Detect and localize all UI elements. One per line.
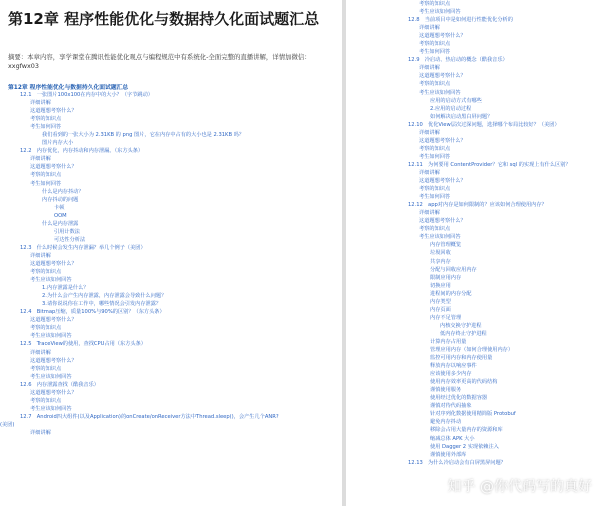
toc-entry[interactable]: 计算内存占用量 [430,338,467,345]
toc-entry[interactable]: 12.3 什么时候会发生内存泄漏？举几个例子（美团） [20,244,146,251]
toc-entry[interactable]: 谨慎对待代码抽象 [430,403,472,410]
toc-entry[interactable]: 考察的知识点 [419,1,451,7]
toc-entry[interactable]: 这道题想考察什么？ [30,108,77,115]
toc-entry[interactable]: 考生应该如何回答 [419,234,461,241]
toc-entry[interactable]: 使用内存效率更高的代码结构 [430,379,498,386]
toc-entry[interactable]: 低内存终止守护进程 [440,330,487,337]
toc-entry[interactable]: 这道题想考察什么？ [419,137,466,144]
toc-entry[interactable]: 考生如何回答 [419,153,451,160]
document-summary: 摘要：本章内容，享学课堂在腾讯性能优化观点与编程规范中有系统化-全面完整的直播讲解，详情加微信：xxgfwx03 [8,53,311,70]
toc-entry[interactable]: 详细讲解 [419,129,440,136]
toc-entry[interactable]: 考生应该如何回答 [30,277,72,284]
right-table-of-contents [346,0,600,467]
toc-entry[interactable]: 如何解决启动黑白屏问题？ [430,113,493,120]
toc-entry[interactable]: 进程间的内存分配 [430,290,472,297]
toc-entry[interactable]: 这道题想考察什么？ [30,260,77,267]
right-page [346,0,600,506]
toc-entry[interactable]: 应该使用多少内存 [430,371,472,378]
toc-entry[interactable]: 12.10 优化View层次过深问题，选择哪个布局比较好？（美团） [408,121,560,128]
toc-entry[interactable]: 详细讲解 [419,65,440,72]
toc-entry[interactable]: 内存不足管理 [430,314,462,321]
toc-entry[interactable]: 考生应该如何回答 [30,373,72,380]
toc-entry[interactable]: 考察的知识点 [419,186,451,193]
toc-entry[interactable]: 考察的知识点 [30,116,62,123]
toc-entry[interactable]: 什么是内存泄露 [42,220,79,227]
toc-entry[interactable]: 卡顿 [54,204,65,211]
toc-entry[interactable]: 这道题想考察什么？ [30,357,77,364]
toc-entry[interactable]: 12.2 内存优化，内存抖动和内存泄漏。（东方头条） [20,148,144,155]
toc-entry[interactable]: 管理应用内存（如何合理使用内存） [430,347,514,354]
toc-entry[interactable]: 详细讲解 [419,210,440,217]
toc-entry[interactable]: 使用 Dagger 2 实现依赖注入 [430,443,499,450]
toc-entry[interactable]: 12.4 Bitmap压缩，质量100%与90%的区别？（东方头条） [20,309,165,316]
toc-entry[interactable]: 详细讲解 [419,25,440,32]
toc-entry[interactable]: 详细讲解 [30,252,51,259]
toc-entry[interactable]: 详细讲解 [30,156,51,163]
toc-entry[interactable]: 内存抖动的问题 [42,196,79,203]
toc-entry[interactable]: 考生应该如何回答 [30,405,72,412]
toc-entry[interactable]: 可达性分析法 [54,236,86,243]
toc-entry[interactable]: 谨慎使用服务 [430,387,462,394]
toc-entry[interactable]: 这道题想考察什么？ [419,178,466,185]
document-title: 第12章 程序性能优化与数据持久化面试题汇总 [8,10,320,28]
toc-entry[interactable]: 切换应用 [430,282,451,289]
toc-entry[interactable]: 考生应该如何回答 [30,333,72,340]
toc-entry[interactable]: 详细讲解 [30,100,51,107]
toc-entry[interactable]: 考察的知识点 [419,226,451,233]
toc-entry[interactable]: 内核交换守护进程 [440,322,482,329]
toc-entry[interactable]: 12.1 一张图片100x100在内存中的大小？（字节跳动） [20,92,153,98]
toc-entry[interactable]: 详细讲解 [30,349,51,356]
toc-entry[interactable]: 内存管理概览 [430,242,462,249]
toc-entry[interactable]: 12.13 为什么冷启动会有白屏黑屏问题？ [408,459,506,466]
left-table-of-contents [0,91,342,437]
toc-entry[interactable]: 使用经过优化的数据容器 [430,395,488,402]
toc-entry[interactable]: 考察的知识点 [30,365,62,372]
toc-entry[interactable]: 谨慎使用外部库 [430,451,467,458]
toc-entry[interactable]: 考生如何回答 [419,194,451,201]
toc-entry[interactable]: 针对序列化数据使用精简版 Protobuf [430,411,516,418]
toc-entry[interactable]: 考生如何回答 [30,124,62,131]
toc-entry[interactable]: 12.8 当前项目中是如何进行性能优化分析的 [408,17,513,24]
toc-entry[interactable]: 这道题想考察什么？ [419,33,466,40]
toc-entry[interactable]: 引用计数法 [54,228,80,235]
toc-entry[interactable]: OOM [54,212,67,219]
toc-entry[interactable]: 12.5 TraceView的使用，查找CPU占用（东方头条） [20,341,146,348]
toc-entry[interactable]: 移除会占用大量内存的资源和库 [430,427,503,434]
toc-entry[interactable]: 12.9 冷启动、热启动的概念（酷我音乐） [408,57,508,64]
toc-entry[interactable]: 内存页面 [430,306,451,313]
toc-entry[interactable]: 3.请你说说你在工作中，哪些情况会引发内存泄露？ [42,301,162,308]
toc-entry[interactable]: 什么是内存抖动？ [42,188,84,195]
toc-entry[interactable]: 12.11 为何要用 ContentProvider？它和 sql 的实现上有什么区别？ [408,161,571,168]
toc-entry[interactable]: 考察的知识点 [419,41,451,48]
toc-entry[interactable]: 考察的知识点 [419,81,451,88]
toc-entry[interactable]: 内存类型 [430,298,451,305]
toc-entry[interactable]: 2.为什么会产生内存泄露，内存泄露会导致什么问题？ [42,293,167,300]
toc-entry[interactable]: 图片内存大小 [42,140,74,147]
toc-entry[interactable]: 12.7 Android四大组件(以及Application)的onCreate/onReceiver方法中Thread.sleep()，会产生几个ANR? [20,413,279,420]
toc-entry[interactable]: 这道题想考察什么？ [30,164,77,171]
toc-entry[interactable]: 这道题想考察什么？ [419,218,466,225]
toc-entry[interactable]: 考生如何回答 [30,180,62,187]
toc-entry[interactable]: 垃圾回收 [430,250,451,257]
watermark: 知乎 @你代码写的真好 [447,479,592,495]
toc-entry[interactable]: 分配与回收应用内存 [430,266,477,273]
toc-entry[interactable]: 考察的知识点 [419,145,451,152]
toc-entry[interactable]: 考察的知识点 [30,325,62,332]
toc-entry[interactable]: 应用的启动方式有哪些 [430,97,482,104]
toc-entry[interactable]: 考察的知识点 [30,269,62,276]
toc-entry[interactable]: 释放内存以响应事件 [430,363,477,370]
toc-entry[interactable]: 考察的知识点 [30,397,62,404]
toc-entry[interactable]: 12.12 app对内存是如何限制的？应该如何合理使用内存？ [408,202,547,209]
toc-entry[interactable]: 1.内存泄露是什么？ [42,285,89,292]
toc-entry[interactable]: 详细讲解 [30,429,51,436]
toc-entry[interactable]: 我们看到的一张大小为 2.31KB 的 png 图片，它在内存中占有的大小也是 2.31KB 吗？ [42,132,245,139]
toc-entry[interactable]: (美团) [0,421,15,428]
toc-entry[interactable]: 这道题想考察什么？ [419,73,466,80]
toc-entry[interactable]: 详细讲解 [419,169,440,176]
toc-entry[interactable]: 12.6 内存泄露查找（酷我音乐） [20,381,99,388]
toc-entry[interactable]: 这道题想考察什么？ [30,389,77,396]
toc-heading[interactable]: 第12章 程序性能优化与数据持久化面试题汇总 [8,85,129,91]
toc-entry[interactable]: 考生如何回答 [419,49,451,56]
toc-entry[interactable]: 这道题想考察什么？ [30,317,77,324]
toc-entry[interactable]: 避免内存抖动 [430,419,462,426]
toc-entry[interactable]: 考生应该如何回答 [419,89,461,96]
toc-entry[interactable]: 限制应用内存 [430,274,462,281]
toc-entry[interactable]: 缩减总体 APK 大小 [430,435,475,442]
toc-entry[interactable]: 考察的知识点 [30,172,62,179]
toc-entry[interactable]: 共享内存 [430,258,451,265]
toc-entry[interactable]: 监控可用内存和内存使用量 [430,355,493,362]
toc-entry[interactable]: 考生应该如何回答 [419,9,461,16]
toc-entry[interactable]: 2.应用的启动过程 [430,105,472,112]
